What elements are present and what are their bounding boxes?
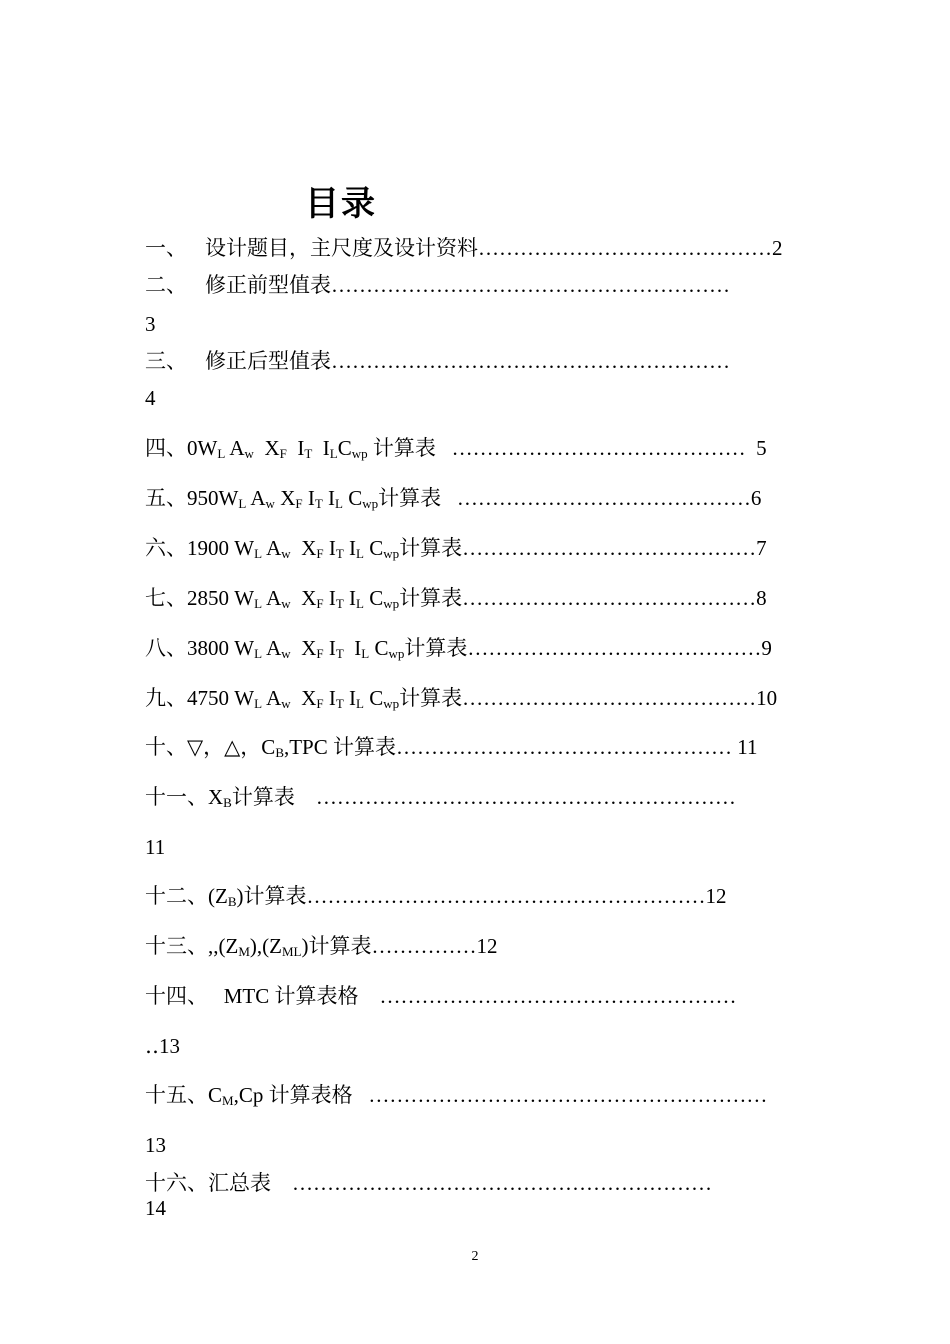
toc-leader-dots: …………………………………… [462,536,757,560]
toc-entry-4[interactable] [145,436,767,460]
subscript: T [335,596,344,611]
toc-entry-1[interactable] [145,236,783,260]
symbol: C [348,486,363,510]
symbol: X [301,586,317,610]
subscript: ML [281,944,302,959]
toc-page-number: 9 [761,636,772,660]
toc-label: 计算表 [399,586,463,610]
symbol: C [369,686,384,710]
toc-label: 六、1900 W [145,536,255,560]
symbol: I [328,686,336,710]
toc-label: 七、2850 W [145,586,255,610]
subscript: B [227,894,237,909]
toc-entry-13[interactable] [145,934,497,958]
symbol: A [229,436,245,460]
toc-label: 修正后型值表 [205,349,331,373]
toc-leader-dots: ………………………………………… [396,735,732,759]
toc-label: 八、3800 W [145,636,255,660]
subscript: B [223,795,232,810]
footer-page-number: 2 [471,1249,479,1264]
toc-entry-7[interactable] [145,586,767,610]
symbol: I [349,686,357,710]
toc-page-number: 4 [145,386,156,410]
subscript: T [335,696,344,711]
subscript: w [281,646,291,661]
toc-leader-dots: …………………………………………………… [315,785,736,809]
toc-label: 计算表 [399,686,463,710]
toc-label: 十四、 [145,984,208,1008]
toc-page-number: 10 [756,686,778,710]
toc-label: 四、0W [145,436,218,460]
toc-leader-dots: …………………………………………………… [292,1171,712,1195]
toc-label: 修正前型值表 [205,273,331,297]
subscript: w [265,496,275,511]
toc-leader-dots: ………………………………………………… [368,1083,768,1107]
toc-entry-5[interactable] [145,486,761,510]
symbol: A [266,536,282,560]
toc-page-number: 12 [705,884,727,908]
toc-label: 十、▽，△，C [145,735,276,759]
symbol: X [264,436,280,460]
subscript: L [335,496,343,511]
subscript: F [279,446,287,461]
toc-leader-dots: …………………………………… [462,686,757,710]
toc-label: 十三、,,(Z [145,934,239,958]
toc-leader-dots: ………………………………………………… [331,349,730,373]
subscript: F [295,496,303,511]
subscript: L [254,646,263,661]
toc-number: 二、 [145,273,187,297]
toc-label: ),(Z [249,934,282,958]
symbol: I [354,636,362,660]
subscript: T [335,646,344,661]
toc-entry-14[interactable] [145,984,737,1008]
toc-label: 设计题目，主尺度及设计资料 [205,236,478,260]
subscript: wp [362,496,379,511]
subscript: wp [383,596,400,611]
toc-number: 一、 [145,236,187,260]
toc-page-number: 5 [756,436,767,460]
symbol: A [250,486,266,510]
subscript: L [254,696,263,711]
subscript: w [244,446,254,461]
toc-page-number: ‥13 [145,1034,181,1058]
toc-entry-12[interactable] [145,884,727,908]
subscript: L [217,446,226,461]
subscript: L [356,596,364,611]
subscript: L [254,546,263,561]
toc-label: 计算表 [404,636,468,660]
toc-label: 五、950W [145,486,239,510]
toc-page-number: 11 [737,735,758,759]
symbol: A [266,636,282,660]
subscript: w [281,696,291,711]
subscript: wp [351,446,368,461]
toc-page-number: 3 [145,312,156,336]
subscript: M [238,944,250,959]
subscript: L [356,696,364,711]
symbol: I [322,436,330,460]
toc-entry-6[interactable] [145,536,767,560]
symbol: I [297,436,305,460]
subscript: B [275,745,284,760]
toc-label: 十五、C [145,1083,223,1107]
subscript: T [304,446,313,461]
subscript: L [329,446,338,461]
subscript: L [361,646,370,661]
subscript: wp [383,696,400,711]
symbol: X [280,486,296,510]
toc-label: 九、4750 W [145,686,255,710]
symbol: X [301,686,317,710]
toc-page-number: 6 [750,486,762,510]
symbol: I [328,586,336,610]
toc-page-number: 14 [145,1196,166,1220]
symbol: I [328,636,336,660]
symbol: I [349,586,357,610]
toc-label: 十二、(Z [145,884,228,908]
page-title: 目录 [305,184,377,224]
subscript: F [316,696,324,711]
toc-label: )计算表 [301,934,372,958]
symbol: X [301,636,317,660]
symbol: I [328,536,336,560]
symbol: A [266,686,282,710]
toc-entry-2[interactable] [145,273,730,297]
subscript: F [316,596,324,611]
symbol: C [369,536,384,560]
toc-label: ,TPC 计算表 [283,735,396,759]
toc-entry-16[interactable] [145,1171,712,1195]
toc-leader-dots: ………………………………………………… [331,273,730,297]
toc-page-number: 8 [756,586,767,610]
symbol: I [328,486,336,510]
toc-label: ,Cp 计算表格 [233,1083,353,1107]
toc-leader-dots: ………………………………………………… [306,884,706,908]
toc-label: MTC 计算表格 [223,984,359,1008]
toc-leader-dots: …………………………………………… [379,984,737,1008]
toc-entry-3[interactable] [145,349,730,373]
toc-leader-dots: …………………………………… [467,636,762,660]
toc-leader-dots: …………………………………… [451,436,746,460]
subscript: L [356,546,364,561]
toc-label: 计算表 [378,486,442,510]
toc-entry-9[interactable] [145,686,777,710]
subscript: wp [388,646,405,661]
toc-label: 计算表 [372,436,436,460]
toc-label: 计算表 [231,785,295,809]
subscript: w [281,596,291,611]
toc-leader-dots: …………………………………… [462,586,757,610]
toc-page-number: 7 [756,536,767,560]
toc-label: )计算表 [236,884,307,908]
subscript: w [281,546,291,561]
subscript: L [254,596,263,611]
symbol: X [301,536,317,560]
toc-entry-10[interactable] [145,735,757,759]
toc-label: 计算表 [399,536,463,560]
subscript: T [335,546,344,561]
toc-number: 三、 [145,349,187,373]
toc-page-number: 2 [772,236,783,260]
symbol: I [349,536,357,560]
subscript: M [222,1093,234,1108]
subscript: F [316,546,324,561]
symbol: I [307,486,315,510]
toc-leader-dots: …………… [371,934,477,958]
toc-page-number: 13 [145,1133,166,1157]
toc-entry-11[interactable] [145,785,736,809]
symbol: C [374,636,389,660]
toc-entry-8[interactable] [145,636,772,660]
subscript: F [316,646,324,661]
subscript: L [238,496,247,511]
subscript: wp [383,546,400,561]
toc-entry-15[interactable] [145,1083,767,1107]
toc-page-number: 11 [145,835,166,859]
symbol: C [369,586,384,610]
toc-label: 十六、汇总表 [145,1171,271,1195]
symbol: A [266,586,282,610]
symbol: C [337,436,352,460]
toc-leader-dots: …………………………………… [478,236,772,260]
toc-page-number: 12 [476,934,498,958]
toc-label: 十一、X [145,785,224,809]
toc-leader-dots: …………………………………… [456,486,751,510]
subscript: T [314,496,323,511]
